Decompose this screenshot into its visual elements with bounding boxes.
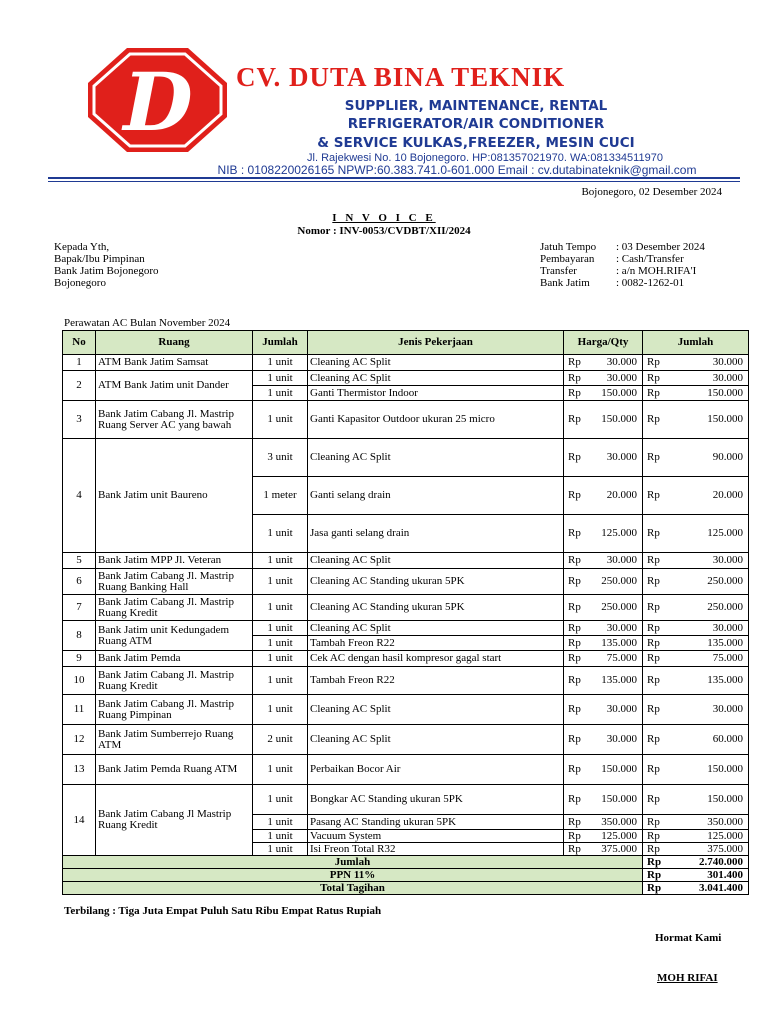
row-harga: 30.000	[584, 439, 643, 477]
row-jenis: Ganti selang drain	[308, 477, 564, 515]
row-qty: 1 unit	[253, 843, 308, 856]
row-qty: 2 unit	[253, 725, 308, 755]
row-jenis: Cleaning AC Split	[308, 621, 564, 636]
tagline-2: REFRIGERATOR/AIR CONDITIONER	[347, 116, 605, 132]
row-total: 90.000	[663, 439, 749, 477]
subtotal-value: 2.740.000	[663, 856, 749, 869]
subtotal-row	[63, 856, 749, 869]
currency: Rp	[643, 830, 663, 843]
table-row	[63, 651, 749, 667]
row-no: 13	[63, 755, 96, 785]
currency: Rp	[643, 725, 663, 755]
table-row	[63, 785, 749, 815]
row-ruang: Bank Jatim Cabang Jl. Mastrip Ruang Pimpinan	[96, 695, 253, 725]
currency: Rp	[564, 695, 584, 725]
row-jenis: Tambah Freon R22	[308, 636, 564, 651]
currency: Rp	[564, 843, 584, 856]
currency: Rp	[564, 621, 584, 636]
currency: Rp	[564, 569, 584, 595]
row-harga: 30.000	[584, 725, 643, 755]
row-qty: 1 unit	[253, 371, 308, 386]
currency: Rp	[643, 815, 663, 830]
due-date-value: : 03 Desember 2024	[616, 241, 705, 253]
row-no: 12	[63, 725, 96, 755]
currency: Rp	[564, 553, 584, 569]
row-total: 125.000	[663, 515, 749, 553]
payment-method-label: Pembayaran	[540, 253, 595, 265]
row-ruang: Bank Jatim Cabang Jl. Mastrip Ruang Server AC yang bawah	[96, 401, 253, 439]
currency: Rp	[643, 651, 663, 667]
row-qty: 1 unit	[253, 553, 308, 569]
recipient-line: Kepada Yth,	[54, 241, 110, 253]
table-row	[63, 401, 749, 439]
invoice-table	[62, 330, 749, 895]
row-total: 30.000	[663, 695, 749, 725]
row-total: 135.000	[663, 667, 749, 695]
row-harga: 30.000	[584, 695, 643, 725]
row-qty: 1 unit	[253, 401, 308, 439]
row-harga: 135.000	[584, 636, 643, 651]
row-jenis: Tambah Freon R22	[308, 667, 564, 695]
row-total: 30.000	[663, 371, 749, 386]
currency: Rp	[643, 439, 663, 477]
tax-value: 301.400	[663, 869, 749, 882]
table-row	[63, 667, 749, 695]
table-row	[63, 371, 749, 386]
currency: Rp	[564, 636, 584, 651]
row-jenis: Jasa ganti selang drain	[308, 515, 564, 553]
transfer-value: : a/n MOH.RIFA'I	[616, 265, 697, 277]
row-no: 2	[63, 371, 96, 401]
row-total: 125.000	[663, 830, 749, 843]
row-jenis: Cleaning AC Split	[308, 355, 564, 371]
currency: Rp	[643, 401, 663, 439]
company-logo	[85, 45, 230, 155]
currency: Rp	[564, 439, 584, 477]
col-ruang: Ruang	[96, 331, 253, 355]
row-qty: 1 unit	[253, 695, 308, 725]
row-harga: 20.000	[584, 477, 643, 515]
row-qty: 1 unit	[253, 667, 308, 695]
row-jenis: Cleaning AC Split	[308, 371, 564, 386]
tagline-1: SUPPLIER, MAINTENANCE, RENTAL	[344, 98, 608, 114]
row-jenis: Cek AC dengan hasil kompresor gagal start	[308, 651, 564, 667]
row-qty: 1 unit	[253, 651, 308, 667]
row-total: 20.000	[663, 477, 749, 515]
table-row	[63, 569, 749, 595]
row-total: 150.000	[663, 785, 749, 815]
row-harga: 375.000	[584, 843, 643, 856]
currency: Rp	[643, 553, 663, 569]
currency: Rp	[643, 843, 663, 856]
logo-letter: D	[123, 55, 193, 149]
row-no: 1	[63, 355, 96, 371]
row-jenis: Isi Freon Total R32	[308, 843, 564, 856]
currency: Rp	[564, 477, 584, 515]
row-ruang: Bank Jatim Cabang Jl. Mastrip Ruang Kredit	[96, 667, 253, 695]
row-harga: 350.000	[584, 815, 643, 830]
currency: Rp	[643, 785, 663, 815]
row-qty: 3 unit	[253, 439, 308, 477]
row-jenis: Cleaning AC Standing ukuran 5PK	[308, 569, 564, 595]
company-name: CV. DUTA BINA TEKNIK	[236, 62, 566, 92]
currency: Rp	[564, 515, 584, 553]
table-row	[63, 621, 749, 636]
invoice-title: I N V O I C E	[332, 212, 436, 224]
currency: Rp	[564, 667, 584, 695]
recipient-line: Bojonegoro	[54, 277, 106, 289]
row-qty: 1 unit	[253, 355, 308, 371]
row-jenis: Ganti Thermistor Indoor	[308, 386, 564, 401]
row-no: 8	[63, 621, 96, 651]
row-ruang: Bank Jatim Sumberrejo Ruang ATM	[96, 725, 253, 755]
row-no: 9	[63, 651, 96, 667]
row-total: 150.000	[663, 755, 749, 785]
recipient-line: Bapak/Ibu Pimpinan	[54, 253, 145, 265]
amount-in-words: Terbilang : Tiga Juta Empat Puluh Satu Ribu Empat Ratus Rupiah	[64, 905, 382, 917]
row-no: 14	[63, 785, 96, 856]
currency: Rp	[643, 869, 663, 882]
row-total: 60.000	[663, 725, 749, 755]
recipient-block	[54, 241, 159, 289]
row-ruang: Bank Jatim Pemda	[96, 651, 253, 667]
col-no: No	[63, 331, 96, 355]
row-qty: 1 unit	[253, 636, 308, 651]
payment-info	[540, 241, 705, 289]
row-total: 135.000	[663, 636, 749, 651]
row-total: 30.000	[663, 553, 749, 569]
currency: Rp	[643, 515, 663, 553]
subtotal-label: Jumlah	[63, 856, 643, 869]
row-jenis: Vacuum System	[308, 830, 564, 843]
currency: Rp	[643, 621, 663, 636]
header-rule	[48, 177, 740, 179]
currency: Rp	[564, 651, 584, 667]
table-row	[63, 755, 749, 785]
row-ruang: ATM Bank Jatim Samsat	[96, 355, 253, 371]
row-jenis: Perbaikan Bocor Air	[308, 755, 564, 785]
row-jenis: Cleaning AC Split	[308, 439, 564, 477]
grand-total-value: 3.041.400	[663, 882, 749, 895]
row-jenis: Cleaning AC Split	[308, 725, 564, 755]
invoice-date: Bojonegoro, 02 Desember 2024	[581, 186, 722, 198]
row-jenis: Ganti Kapasitor Outdoor ukuran 25 micro	[308, 401, 564, 439]
row-harga: 125.000	[584, 830, 643, 843]
col-jumlah: Jumlah	[253, 331, 308, 355]
payment-method-value: : Cash/Transfer	[616, 253, 684, 265]
row-jenis: Bongkar AC Standing ukuran 5PK	[308, 785, 564, 815]
row-total: 250.000	[663, 569, 749, 595]
row-harga: 150.000	[584, 386, 643, 401]
table-row	[63, 553, 749, 569]
row-harga: 125.000	[584, 515, 643, 553]
row-ruang: ATM Bank Jatim unit Dander	[96, 371, 253, 401]
row-jenis: Pasang AC Standing ukuran 5PK	[308, 815, 564, 830]
header-rule-thin	[48, 181, 740, 182]
tax-label: PPN 11%	[63, 869, 643, 882]
row-harga: 135.000	[584, 667, 643, 695]
row-no: 5	[63, 553, 96, 569]
tagline-3: & SERVICE KULKAS,FREEZER, MESIN CUCI	[317, 135, 635, 151]
currency: Rp	[564, 595, 584, 621]
currency: Rp	[643, 882, 663, 895]
recipient-line: Bank Jatim Bojonegoro	[54, 265, 159, 277]
row-no: 10	[63, 667, 96, 695]
currency: Rp	[643, 371, 663, 386]
row-total: 375.000	[663, 843, 749, 856]
row-ruang: Bank Jatim unit Kedungadem Ruang ATM	[96, 621, 253, 651]
currency: Rp	[643, 477, 663, 515]
row-qty: 1 unit	[253, 830, 308, 843]
row-ruang: Bank Jatim unit Baureno	[96, 439, 253, 553]
signer-name: MOH RIFAI	[657, 972, 718, 984]
row-harga: 30.000	[584, 553, 643, 569]
row-harga: 250.000	[584, 595, 643, 621]
row-qty: 1 unit	[253, 569, 308, 595]
row-ruang: Bank Jatim Cabang Jl. Mastrip Ruang Kredit	[96, 595, 253, 621]
company-address: Jl. Rajekwesi No. 10 Bojonegoro. HP:081357021970. WA:081334511970	[307, 152, 663, 164]
currency: Rp	[643, 856, 663, 869]
due-date-label: Jatuh Tempo	[540, 241, 597, 253]
table-header-row	[63, 331, 749, 355]
row-qty: 1 unit	[253, 595, 308, 621]
row-harga: 30.000	[584, 371, 643, 386]
transfer-label: Transfer	[540, 265, 577, 277]
invoice-number: Nomor : INV-0053/CVDBT/XII/2024	[297, 225, 471, 237]
row-qty: 1 unit	[253, 621, 308, 636]
row-total: 30.000	[663, 355, 749, 371]
row-total: 75.000	[663, 651, 749, 667]
row-no: 7	[63, 595, 96, 621]
row-ruang: Bank Jatim Pemda Ruang ATM	[96, 755, 253, 785]
row-total: 30.000	[663, 621, 749, 636]
row-ruang: Bank Jatim Cabang Jl Mastrip Ruang Kredit	[96, 785, 253, 856]
row-jenis: Cleaning AC Standing ukuran 5PK	[308, 595, 564, 621]
grand-total-row	[63, 882, 749, 895]
row-qty: 1 unit	[253, 785, 308, 815]
currency: Rp	[643, 569, 663, 595]
row-total: 350.000	[663, 815, 749, 830]
row-qty: 1 meter	[253, 477, 308, 515]
currency: Rp	[564, 386, 584, 401]
currency: Rp	[643, 695, 663, 725]
col-jenis: Jenis Pekerjaan	[308, 331, 564, 355]
currency: Rp	[564, 815, 584, 830]
row-harga: 150.000	[584, 755, 643, 785]
row-no: 6	[63, 569, 96, 595]
row-qty: 1 unit	[253, 815, 308, 830]
row-jenis: Cleaning AC Split	[308, 695, 564, 725]
table-row	[63, 695, 749, 725]
col-harga: Harga/Qty	[564, 331, 643, 355]
row-harga: 150.000	[584, 401, 643, 439]
table-row	[63, 439, 749, 477]
currency: Rp	[564, 725, 584, 755]
table-row	[63, 725, 749, 755]
company-nib: NIB : 0108220026165 NPWP:60.383.741.0-601.000 Email : cv.dutabinateknik@gmail.com	[217, 163, 697, 177]
row-no: 4	[63, 439, 96, 553]
period-caption: Perawatan AC Bulan November 2024	[64, 317, 231, 329]
row-harga: 250.000	[584, 569, 643, 595]
table-row	[63, 595, 749, 621]
row-total: 150.000	[663, 386, 749, 401]
currency: Rp	[564, 785, 584, 815]
currency: Rp	[643, 755, 663, 785]
currency: Rp	[564, 371, 584, 386]
currency: Rp	[564, 355, 584, 371]
row-qty: 1 unit	[253, 515, 308, 553]
tax-row	[63, 869, 749, 882]
currency: Rp	[643, 355, 663, 371]
bank-value: : 0082-1262-01	[616, 277, 685, 289]
currency: Rp	[564, 830, 584, 843]
closing-text: Hormat Kami	[655, 932, 722, 944]
currency: Rp	[564, 755, 584, 785]
row-harga: 30.000	[584, 355, 643, 371]
currency: Rp	[643, 595, 663, 621]
row-harga: 75.000	[584, 651, 643, 667]
currency: Rp	[643, 636, 663, 651]
row-no: 11	[63, 695, 96, 725]
row-jenis: Cleaning AC Split	[308, 553, 564, 569]
col-total: Jumlah	[643, 331, 749, 355]
row-total: 150.000	[663, 401, 749, 439]
row-total: 250.000	[663, 595, 749, 621]
row-harga: 150.000	[584, 785, 643, 815]
grand-total-label: Total Tagihan	[63, 882, 643, 895]
row-no: 3	[63, 401, 96, 439]
bank-label: Bank Jatim	[540, 277, 590, 289]
table-row	[63, 355, 749, 371]
currency: Rp	[564, 401, 584, 439]
currency: Rp	[643, 667, 663, 695]
row-ruang: Bank Jatim Cabang Jl. Mastrip Ruang Banking Hall	[96, 569, 253, 595]
row-qty: 1 unit	[253, 386, 308, 401]
row-ruang: Bank Jatim MPP Jl. Veteran	[96, 553, 253, 569]
row-harga: 30.000	[584, 621, 643, 636]
currency: Rp	[643, 386, 663, 401]
row-qty: 1 unit	[253, 755, 308, 785]
